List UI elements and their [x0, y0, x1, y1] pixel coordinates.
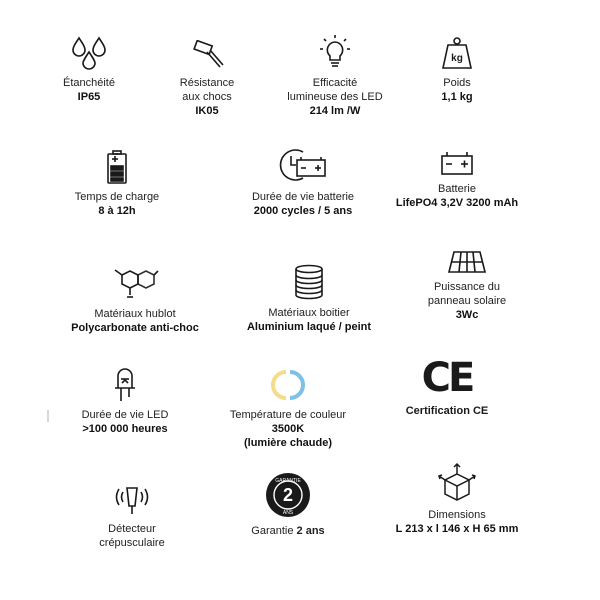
molecule-icon: [110, 265, 160, 301]
coil-icon: [292, 264, 326, 300]
spec-batterie: [372, 150, 542, 210]
spec-value-2: (lumière chaude): [243, 437, 333, 449]
spec-label-2: crépusculaire: [99, 537, 165, 549]
spec-duree-batterie: [218, 146, 388, 218]
spec-label-2: aux chocs: [182, 91, 232, 103]
spec-led: [40, 368, 210, 436]
battery-charge-icon: [105, 150, 129, 184]
spec-label: Matériaux hublot: [94, 308, 176, 320]
badge-number: 2: [282, 485, 294, 505]
spec-label-1: Détecteur: [108, 523, 156, 535]
spec-label-2: lumineuse des LED: [287, 91, 383, 103]
page-divider: [47, 410, 49, 422]
ce-mark-icon: CE: [421, 355, 473, 401]
weight-icon: [439, 36, 475, 70]
spec-label: Certification CE: [405, 405, 489, 417]
twilight-sensor-icon: [112, 484, 152, 516]
spec-value-1: 3500K: [271, 423, 305, 435]
spec-value: LifePO4 3,2V 3200 mAh: [395, 197, 519, 209]
spec-value: 3Wc: [455, 309, 479, 321]
spec-label-1: Résistance: [179, 77, 235, 89]
spec-label-2: panneau solaire: [427, 295, 507, 307]
warranty-badge-icon: [265, 472, 311, 518]
spec-value: IK05: [195, 105, 219, 117]
dimensions-box-icon: [437, 462, 477, 502]
spec-label: [203, 524, 373, 538]
badge-top-text: GARANTIE: [275, 478, 301, 484]
spec-value: L 213 x l 146 x H 65 mm: [395, 523, 519, 535]
badge-bottom-text: ANS: [282, 510, 294, 516]
water-drops-icon: [69, 36, 109, 70]
label-prefix: Garantie: [251, 525, 297, 537]
spec-hublot: [50, 265, 220, 335]
spec-label-1: Efficacité: [312, 77, 358, 89]
spec-panneau: [382, 250, 552, 322]
clock-battery-icon: [273, 146, 333, 184]
spec-charge: [32, 150, 202, 218]
spec-label: Durée de vie LED: [81, 409, 169, 421]
spec-label: Batterie: [438, 183, 476, 195]
spec-detecteur: [47, 484, 217, 550]
spec-value: 8 à 12h: [98, 205, 136, 217]
spec-value: IP65: [77, 91, 101, 103]
lightbulb-icon: [315, 34, 355, 70]
spec-value: 2000 cycles / 5 ans: [253, 205, 353, 217]
spec-label: Temps de charge: [74, 191, 160, 203]
spec-poids: [372, 36, 542, 104]
spec-temperature: [203, 368, 373, 450]
led-icon: [112, 368, 138, 402]
spec-label: Étanchéité: [63, 77, 115, 89]
spec-label-1: Puissance du: [433, 281, 501, 293]
weight-icon-label: kg: [451, 53, 463, 64]
spec-certification: [362, 355, 532, 418]
hammer-icon: [187, 40, 227, 70]
spec-label: Poids: [443, 77, 471, 89]
spec-value: Polycarbonate anti-choc: [71, 322, 199, 334]
spec-label: Durée de vie batterie: [251, 191, 355, 203]
spec-dimensions: [372, 462, 542, 536]
spec-value: >100 000 heures: [82, 423, 168, 435]
spec-value: Aluminium laqué / peint: [246, 321, 372, 333]
spec-value: 1,1 kg: [441, 91, 473, 103]
spec-value: 214 lm /W: [309, 105, 361, 117]
spec-boitier: [224, 264, 394, 334]
spec-label: Matériaux boitier: [268, 307, 350, 319]
spec-garantie: [203, 472, 373, 538]
battery-icon: [440, 150, 474, 176]
spec-label: Température de couleur: [229, 409, 347, 421]
color-temperature-icon: [268, 368, 308, 402]
spec-label: Dimensions: [428, 509, 486, 521]
solar-panel-icon: [447, 250, 487, 274]
label-bold: 2 ans: [296, 525, 325, 537]
